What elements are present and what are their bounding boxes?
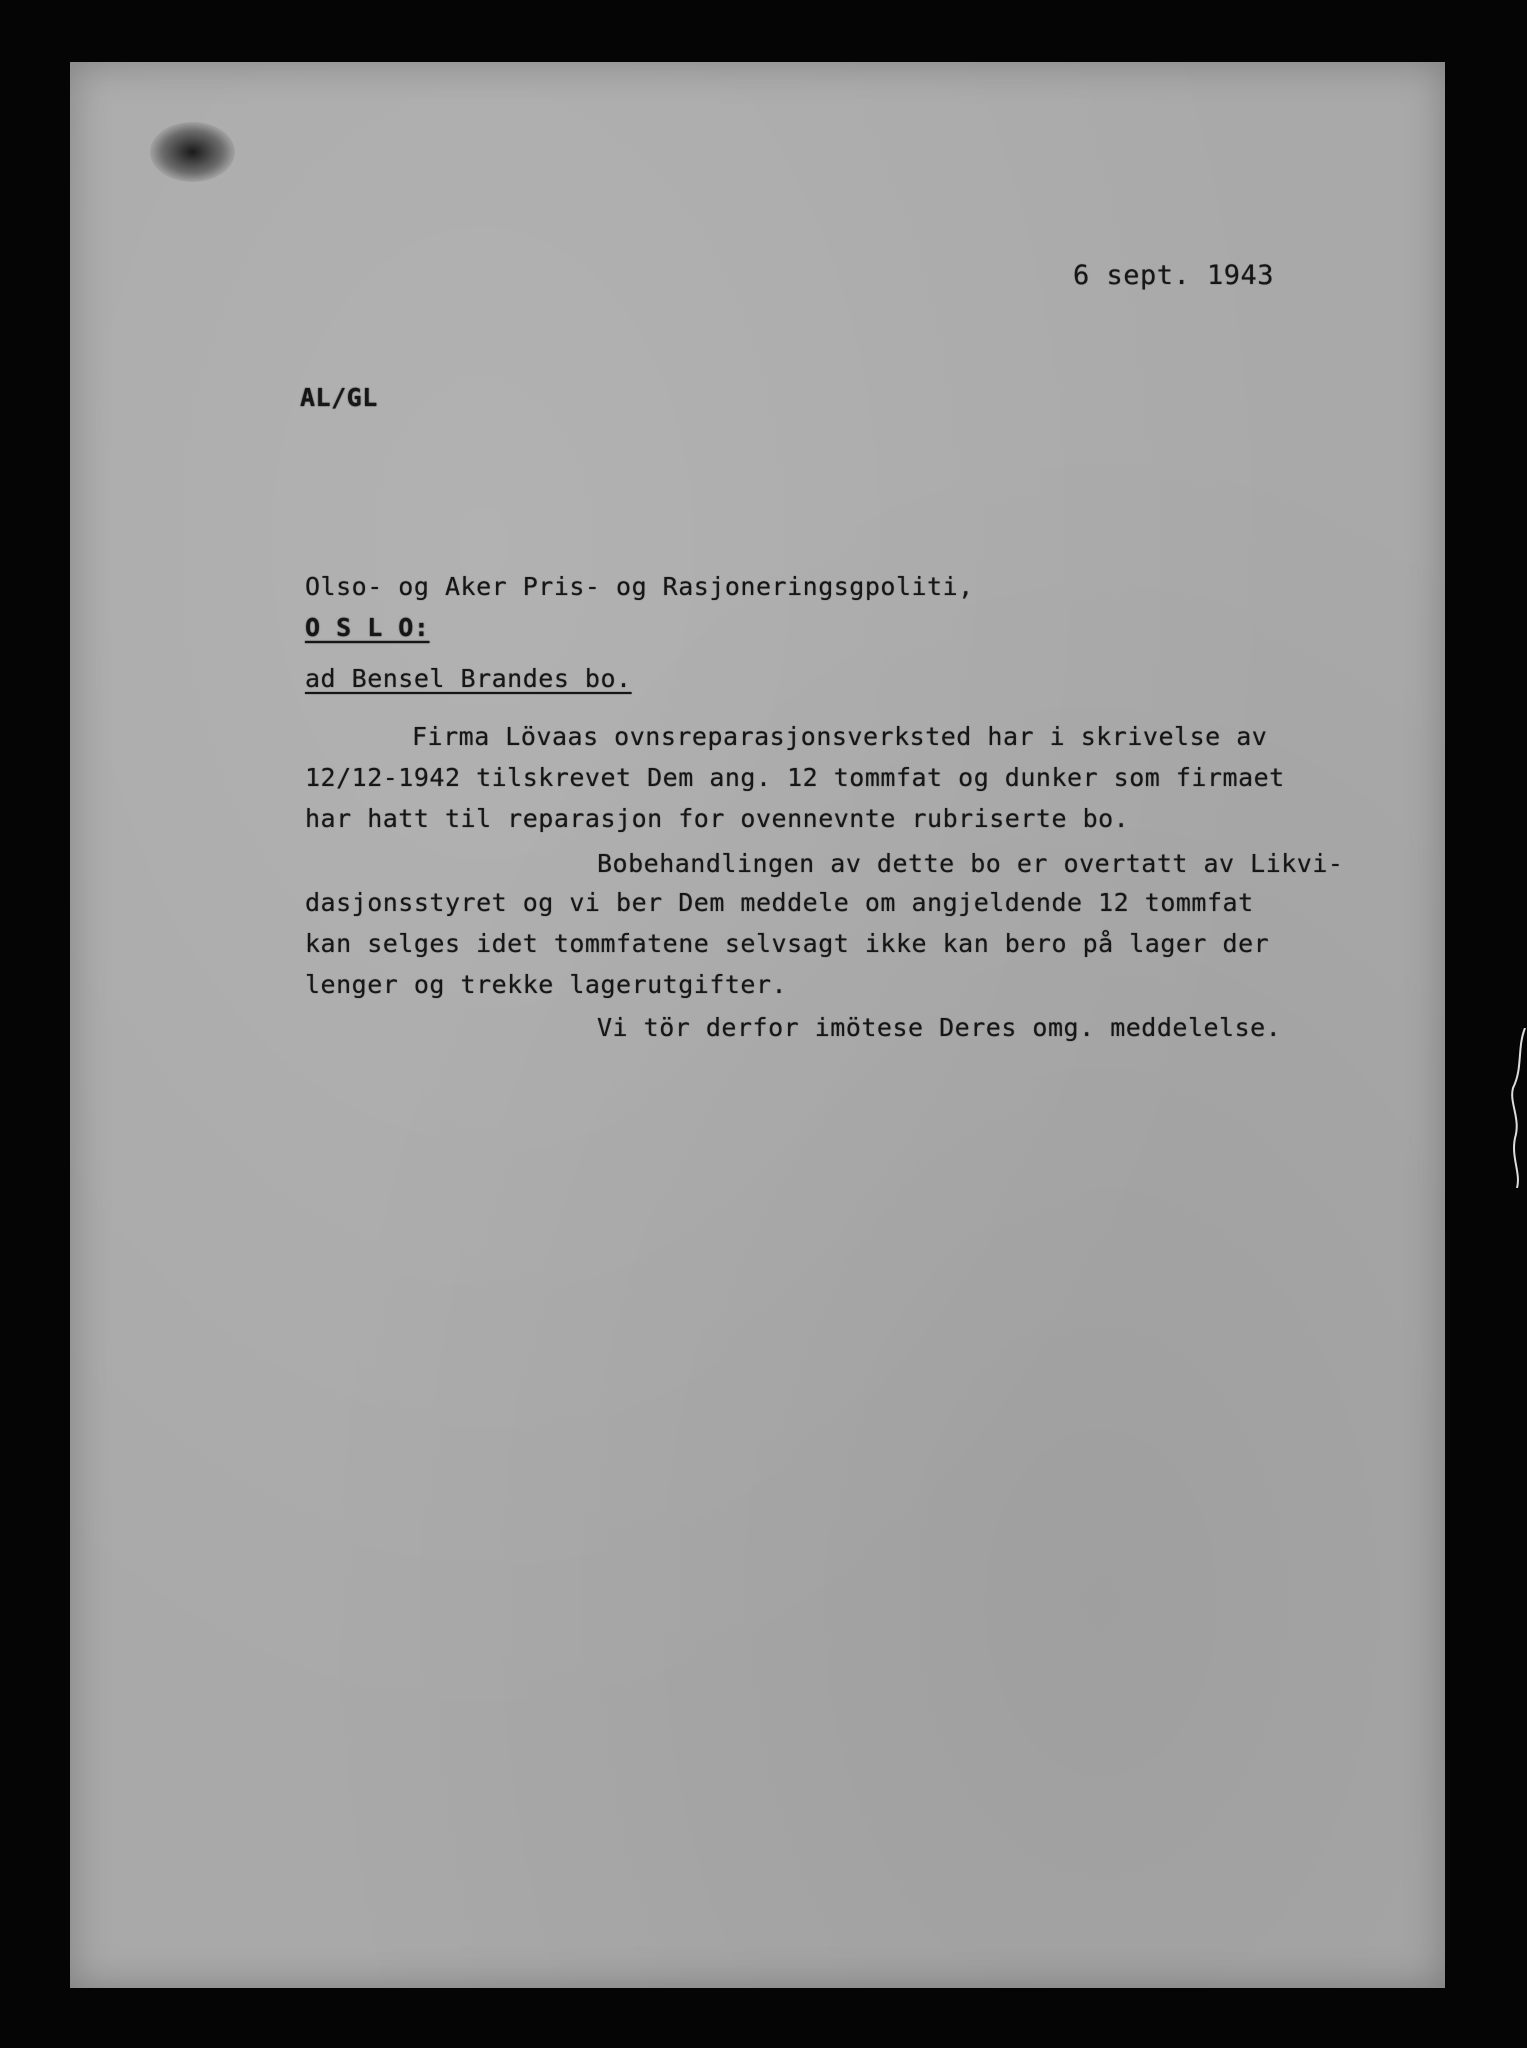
body-line: 12/12-1942 tilskrevet Dem ang. 12 tommfat og dunker som firmaet [305,763,1285,792]
body-line: Bobehandlingen av dette bo er overtatt av Likvi- [597,849,1344,878]
recipient-city: O S L O: [305,613,430,642]
body-line: lenger og trekke lagerutgifter. [305,970,788,999]
ink-smudge [150,122,235,182]
body-line: Firma Lövaas ovnsreparasjonsverksted har i skrivelse av [412,722,1268,751]
letter-date: 6 sept. 1943 [1073,260,1275,291]
body-line: Vi tör derfor imötese Deres omg. meddelelse. [597,1013,1282,1042]
recipient-name: Olso- og Aker Pris- og Rasjoneringsgpoliti, [305,572,974,601]
body-line: dasjonsstyret og vi ber Dem meddele om angjeldende 12 tommfat [305,888,1254,917]
reference-initials: AL/GL [300,383,378,412]
subject-line: ad Bensel Brandes bo. [305,664,632,693]
torn-edge-mark [1507,1028,1527,1188]
body-line: kan selges idet tommfatene selvsagt ikke kan bero på lager der [305,929,1270,958]
body-line: har hatt til reparasjon for ovennevnte rubriserte bo. [305,804,1130,833]
